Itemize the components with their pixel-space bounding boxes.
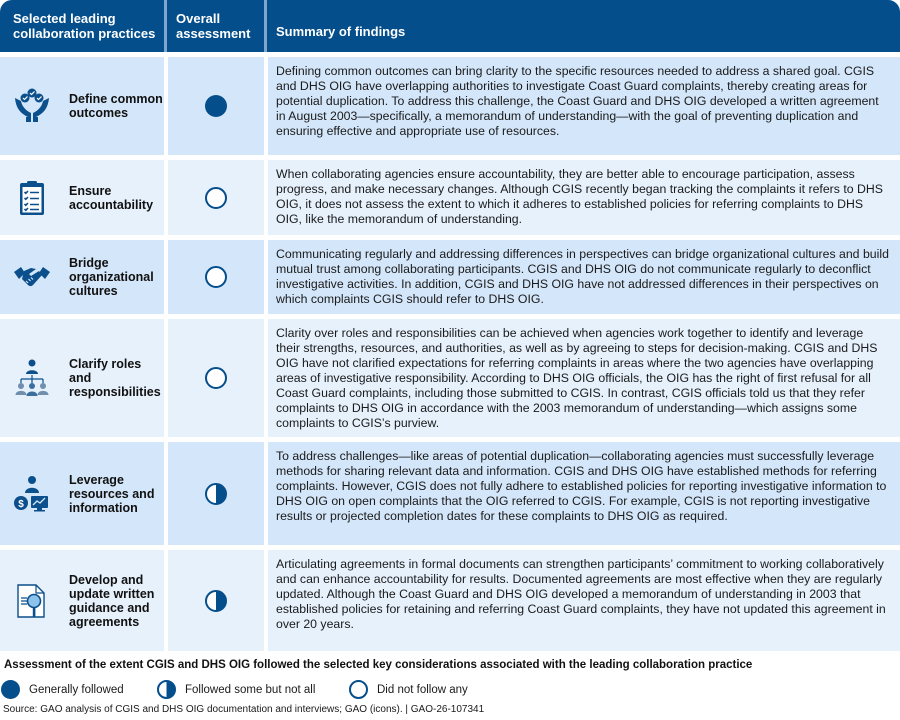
summary-text: Defining common outcomes can bring clarity to the specific resources needed to address a shared goal. CGIS and DHS OIG have overlapping authorities to investigate Coast Guard complaints, thereby creating areas for potential duplication. To address this challenge, the Coast Guard and DHS OIG developed a written agreement in August 2003—specifically, a memorandum of understanding—with the goal of preventing duplication and ensuring effective and appropriate use of resources. [276, 64, 879, 138]
legend-label: Generally followed [29, 683, 124, 696]
header-assessment: Overall assessment [176, 11, 251, 41]
handshake-icon [12, 257, 52, 297]
org-chart-people-icon [12, 358, 52, 398]
summary-text: To address challenges—like areas of potential duplication—collaborating agencies must successfully leverage methods for sharing relevant data and information. CGIS and DHS OIG have established methods for referring complaints. However, CGIS does not fully adhere to established policies for reporting investigative information to DHS OIG on open complaints that the OIG referred to CGIS. For example, CGIS is not reporting investigative results or projected completion dates for these complaints to DHS OIG as required. [276, 449, 887, 523]
summary-text: Communicating regularly and addressing differences in perspectives can bridge organizational cultures and build mutual trust among collaborating participants. CGIS and DHS OIG do not communicate regularly to deconflict investigative activities. In addition, CGIS and DHS OIG have not addressed differences in their perspectives on which complaints CGIS should refer to DHS OIG. [276, 247, 889, 306]
table-row [0, 160, 900, 235]
practice-label: Develop and update written guidance and agreements [69, 572, 155, 629]
svg-text:$: $ [18, 498, 24, 510]
full-circle-icon [205, 95, 227, 117]
practice-label: Leverage resources and information [69, 472, 155, 515]
header-practices: Selected leading collaboration practices [13, 11, 156, 41]
table-row [0, 319, 900, 437]
summary-text: Clarity over roles and responsibilities can be achieved when agencies work together to identify and leverage their strengths, resources, and authorities, as well as by agreeing to steps for decision-making. CGIS and DHS OIG have not clarified expectations for referring complaints in areas where the two agencies have overlapping areas of investigative responsibility. According to DHS OIG officials, the OIG has the right of first refusal for all Coast Guard complaints, including those submitted to CGIS. In contrast, CGIS officials told us that they refer complaints to DHS OIG in accordance with the 2003 memorandum of understanding—which assigns some complaints to CGIS’s purview. [276, 326, 878, 430]
table-row [0, 442, 900, 545]
practice-label: Ensure accountability [69, 183, 154, 212]
header-divider [264, 0, 267, 52]
clipboard-checklist-icon [12, 178, 52, 218]
summary-text: When collaborating agencies ensure accountability, they are better able to encourage participation, assess progress, and make necessary changes. Although CGIS recently began tracking the complaints it refers to DHS OIG, it does not assess the extent to which it adheres to established policies for referring complaints to DHS OIG, like the memorandum of understanding. [276, 167, 883, 226]
practice-label: Bridge organizational cultures [69, 256, 154, 298]
empty-circle-icon [205, 367, 227, 389]
table-row [0, 550, 900, 651]
half-circle-icon [205, 590, 227, 612]
legend-label: Followed some but not all [185, 683, 316, 696]
legend-item [157, 680, 315, 699]
hands-holding-checks-icon [12, 86, 52, 126]
empty-circle-icon [349, 680, 368, 699]
summary-text: Articulating agreements in formal documents can strengthen participants’ commitment to working collaboratively and can enhance accountability for results. Documented agreements are most effective when they are regularly updated. Although the Coast Guard and DHS OIG developed a memorandum of understanding in 2003 that established policies for retaining and referring Coast Guard complaints, they have not updated this agreement in over 20 years. [276, 557, 886, 631]
empty-circle-icon [205, 266, 227, 288]
person-dollar-monitor-icon [12, 474, 52, 514]
full-circle-icon [1, 680, 20, 699]
table-row [0, 240, 900, 314]
legend [0, 680, 900, 698]
table-header [0, 0, 900, 52]
document-magnifier-icon [12, 581, 52, 621]
source-note: Source: GAO analysis of CGIS and DHS OIG documentation and interviews; GAO (icons). | GAO-26-107341 [3, 704, 485, 715]
empty-circle-icon [205, 187, 227, 209]
legend-item [349, 680, 468, 699]
legend-item [1, 680, 124, 699]
legend-title: Assessment of the extent CGIS and DHS OIG followed the selected key considerations associated with the leading collaboration practice [4, 659, 753, 671]
header-divider [164, 0, 167, 52]
half-circle-icon [157, 680, 176, 699]
table-row [0, 57, 900, 155]
header-summary: Summary of findings [276, 24, 406, 39]
legend-label: Did not follow any [377, 683, 468, 696]
practice-label: Clarify roles and responsibilities [69, 357, 161, 399]
practice-label: Define common outcomes [69, 92, 163, 120]
half-circle-icon [205, 483, 227, 505]
